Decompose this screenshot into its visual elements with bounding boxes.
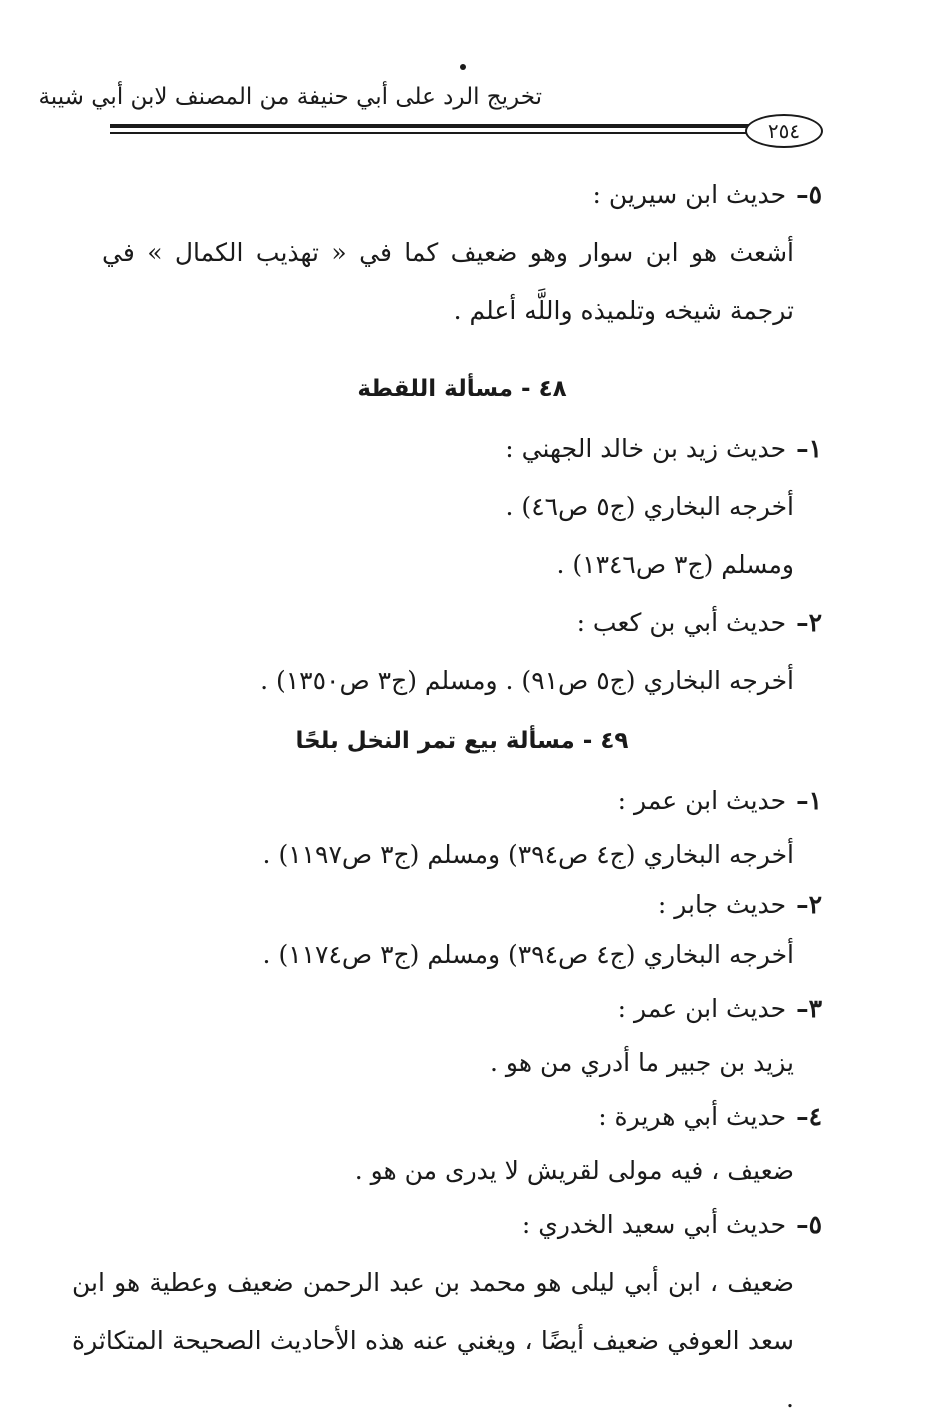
paragraph: أشعث هو ابن سوار وهو ضعيف كما في « تهذيب الكمال » في ترجمة شيخه وتلميذه واللَّه أعلم . bbox=[102, 238, 794, 325]
entry-heading bbox=[102, 880, 822, 930]
entry-title: حديث أبي سعيد الخدري : bbox=[521, 1210, 787, 1239]
decorative-dot bbox=[460, 64, 466, 70]
comment-line: يزيد بن جبير ما أدري من هو . bbox=[490, 1048, 794, 1077]
citation-line: أخرجه البخاري (ج٤ ص٣٩٤) ومسلم (ج٣ ص١١٩٧) . bbox=[262, 840, 794, 869]
entry-number: ٢– bbox=[796, 890, 822, 919]
entry-heading bbox=[102, 1088, 822, 1146]
entry-title: حديث جابر : bbox=[657, 890, 787, 919]
entry-heading bbox=[102, 420, 822, 478]
entry-number: ١– bbox=[796, 434, 822, 463]
page-number-badge: ٢٥٤ bbox=[745, 114, 823, 148]
entry-heading bbox=[102, 980, 822, 1038]
section-heading-48: ٤٨ - مسألة اللقطة bbox=[357, 376, 567, 402]
citation-line: ومسلم (ج٣ ص١٣٤٦) . bbox=[556, 550, 794, 579]
citation-line: أخرجه البخاري (ج٤ ص٣٩٤) ومسلم (ج٣ ص١١٧٤) . bbox=[262, 940, 794, 969]
entry-title: حديث ابن عمر : bbox=[617, 786, 787, 815]
paragraph: ضعيف ، ابن أبي ليلى هو محمد بن عبد الرحمن ضعيف وعطية هو ابن سعد العوفي ضعيف أيضًا ، ويغني عنه هذه الأحاديث الصحيحة المتكاثرة . bbox=[72, 1268, 794, 1413]
header-rule-thick bbox=[110, 124, 750, 128]
entry-title: حديث ابن سيرين : bbox=[592, 180, 787, 209]
page-body bbox=[72, 166, 822, 1428]
entry-number: ٢– bbox=[796, 608, 822, 637]
entry-number: ٣– bbox=[796, 994, 822, 1023]
entry-number: ١– bbox=[796, 786, 822, 815]
entry-title: حديث أبي بن كعب : bbox=[576, 608, 787, 637]
entry-number: ٥– bbox=[796, 180, 822, 209]
citation-line: أخرجه البخاري (ج٥ ص٩١) . ومسلم (ج٣ ص١٣٥٠) . bbox=[260, 666, 794, 695]
running-head-title: تخريج الرد على أبي حنيفة من المصنف لابن أبي شيبة bbox=[38, 84, 542, 110]
citation-line: أخرجه البخاري (ج٥ ص٤٦) . bbox=[505, 492, 794, 521]
header-rule-thin bbox=[110, 132, 750, 134]
entry-heading bbox=[102, 1196, 822, 1254]
entry-number: ٤– bbox=[796, 1102, 822, 1131]
entry-heading bbox=[102, 594, 822, 652]
entry-heading bbox=[102, 772, 822, 830]
section-heading-49: ٤٩ - مسألة بيع تمر النخل بلحًا bbox=[295, 728, 629, 754]
entry-title: حديث ابن عمر : bbox=[617, 994, 787, 1023]
entry-title: حديث أبي هريرة : bbox=[598, 1102, 787, 1131]
entry-heading bbox=[102, 166, 822, 224]
comment-line: ضعيف ، فيه مولى لقريش لا يدرى من هو . bbox=[354, 1156, 794, 1185]
entry-number: ٥– bbox=[796, 1210, 822, 1239]
entry-title: حديث زيد بن خالد الجهني : bbox=[505, 434, 787, 463]
